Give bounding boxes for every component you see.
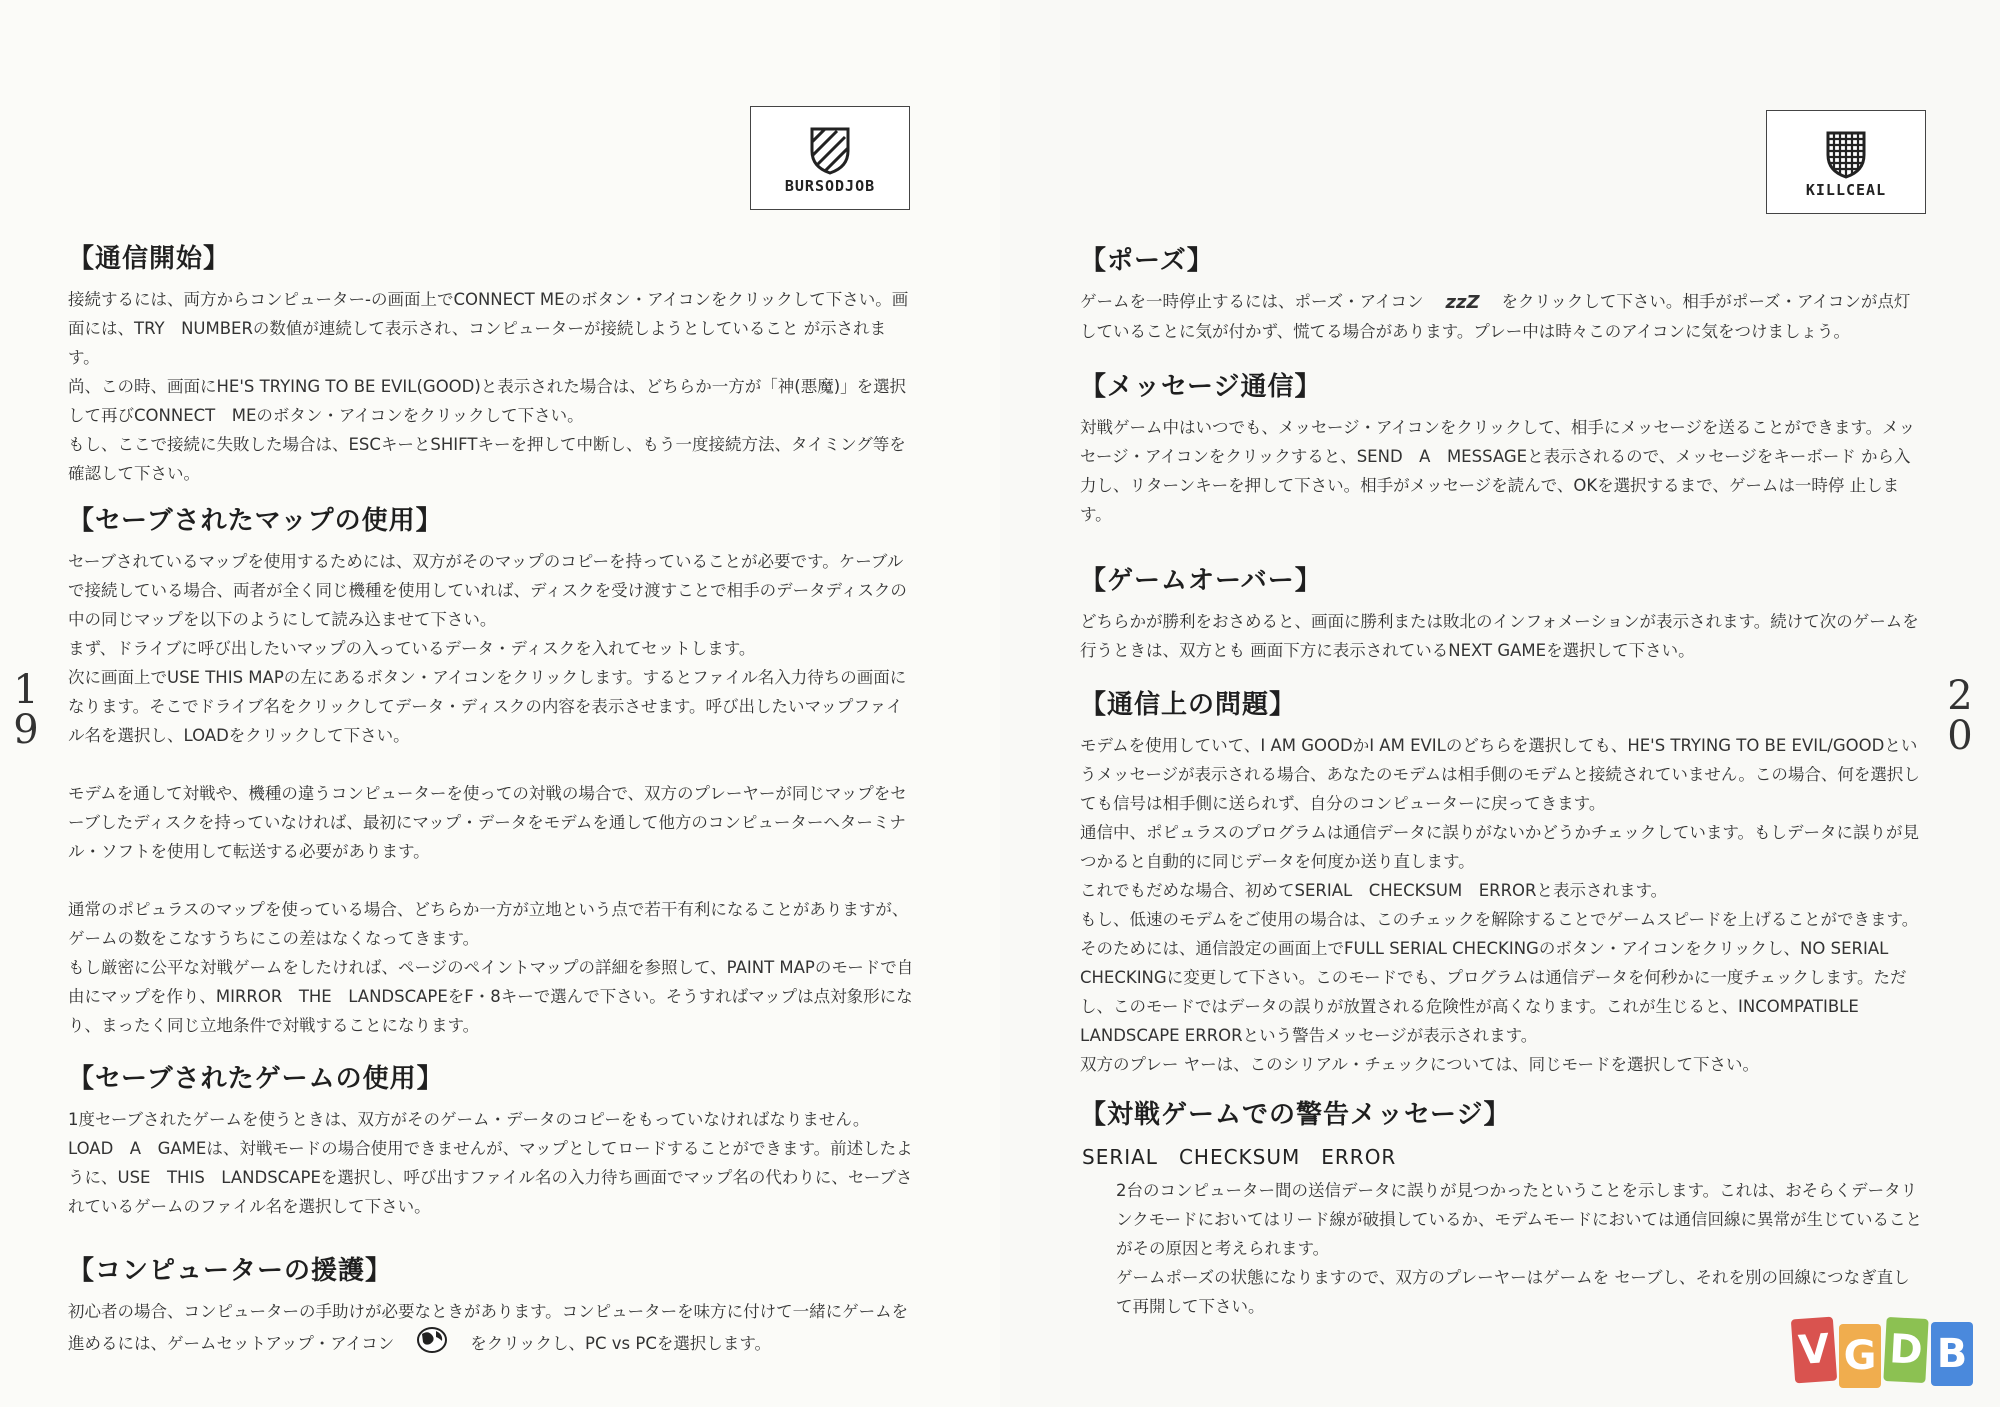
section-heading: 【通信開始】	[68, 244, 231, 274]
paragraph: もし厳密に公平な対戦ゲームをしたければ、ページのペイントマップの詳細を参照して、PAINT MAPのモードで自由にマップを作り、MIRROR THE LANDSCAPEをF・8キーで選んで下さい。そうすればマップは点対象形になり、まったく同じ立地条件で対戦することになります。	[68, 958, 914, 1035]
section-comm-problems	[1080, 684, 1926, 1079]
paragraph: 通信中、ポピュラスのプログラムは通信データに誤りがないかどうかチェックしています。もしデータに誤りが見つかると自動的に同じデータを何度か送り直します。	[1080, 823, 1920, 871]
section-heading: 【コンピューターの援護】	[68, 1256, 393, 1286]
paragraph: モデムを通して対戦や、機種の違うコンピューターを使っての対戦の場合で、双方のプレーヤーが同じマップをセーブしたディスクを持っていなければ、最初にマップ・データをモデムを通して他方のコンピューターへターミナル・ソフトを使用して転送する必要があります。	[68, 784, 907, 861]
section-game-over	[1080, 560, 1926, 665]
watermark-letter: V	[1791, 1317, 1837, 1384]
section-heading: 【ゲームオーバー】	[1080, 566, 1322, 596]
page-number	[1940, 673, 1980, 759]
paragraph: ゲームポーズの状態になりますので、双方のプレーヤーはゲームを セーブし、それを別の回線につなぎ直して再開して下さい。	[1116, 1268, 1910, 1316]
warning-subtitle: SERIAL CHECKSUM ERROR	[1082, 1145, 1397, 1169]
paragraph: 1度セーブされたゲームを使うときは、双方がそのゲーム・データのコピーをもっていなければなりません。LOAD A GAMEは、対戦モードの場合使用できませんが、マップとしてロードすることができます。前述したように、USE THIS LANDSCAPEを選択し、呼び出すファイル名の入力待ち画面でマップ名の代わりに、セーブされているゲームのファイル名を選択して下さい。	[68, 1110, 913, 1216]
paragraph: モデムを使用していて、I AM GOODかI AM EVILのどちらを選択しても、HE'S TRYING TO BE EVIL/GOODというメッセージが表示される場合、あなたのモデムは相手側のモデムと接続されていません。この場合、何を選択しても信号は相手側に送られず、自分のコンピューターに戻ってきます。	[1080, 736, 1920, 813]
paragraph	[1080, 287, 1926, 346]
paragraph-part: ゲームを一時停止するには、ポーズ・アイコン	[1080, 292, 1424, 311]
section-heading: 【メッセージ通信】	[1080, 372, 1322, 402]
paragraph-part: をクリックし、PC vs PCを選択します。	[470, 1334, 772, 1353]
section-heading: 【通信上の問題】	[1080, 690, 1297, 720]
globe-setup-icon	[416, 1326, 448, 1363]
section-saved-map	[68, 500, 914, 1040]
striped-shield-icon	[809, 125, 851, 175]
page-number	[6, 667, 46, 753]
paragraph: これでもだめな場合、初めてSERIAL CHECKSUM ERRORと表示されます。	[1080, 881, 1668, 900]
paragraph: もし、ここで接続に失敗した場合は、ESCキーとSHIFTキーを押して中断し、もう一度接続方法、タイミング等を確認して下さい。	[68, 435, 906, 483]
section-heading: 【対戦ゲームでの警告メッセージ】	[1080, 1100, 1511, 1130]
paragraph: 通常のポピュラスのマップを使っている場合、どちらか一方が立地という点で若干有利になることがありますが、ゲームの数をこなすうちにこの差はなくなってきます。	[68, 900, 909, 948]
watermark-letter: B	[1931, 1322, 1973, 1386]
killceal-logo-box	[1766, 110, 1926, 214]
section-heading: 【ポーズ】	[1080, 246, 1214, 276]
section-heading: 【セーブされたゲームの使用】	[68, 1064, 444, 1094]
paragraph: セーブされているマップを使用するためには、双方がそのマップのコピーを持っていることが必要です。ケーブルで接続している場合、両者が全く同じ機種を使用していれば、ディスクを受け渡すことで相手のデータディスクの中の同じマップを以下のようにして読み込ませて下さい。	[68, 552, 907, 629]
watermark-letter: G	[1839, 1324, 1881, 1388]
paragraph-part: をクリックして下さい。相手がポーズ・アイコンが点灯していることに気が付かず、慌てる場合があります。プレー中は時々このアイコンに気をつけましょう。	[1080, 292, 1911, 341]
section-message	[1080, 366, 1926, 529]
paragraph: 双方のプレー ヤーは、このシリアル・チェックについては、同じモードを選択して下さい。	[1080, 1055, 1759, 1074]
page-number-digit: 0	[1947, 713, 1973, 759]
watermark-letter: D	[1883, 1317, 1928, 1383]
page-number-digit: 9	[13, 707, 39, 753]
paragraph: 対戦ゲーム中はいつでも、メッセージ・アイコンをクリックして、相手にメッセージを送ることができます。メッセージ・アイコンをクリックすると、SEND A MESSAGEと表示されるので、メッセージをキーボード から入力し、リターンキーを押して下さい。相手がメッセージを読んで、OKを選択するまで、ゲームは一時停 止します。	[1080, 418, 1916, 524]
paragraph	[68, 1297, 914, 1363]
page-number-digit: 1	[13, 667, 39, 713]
logo-text: KILLCEAL	[1805, 181, 1887, 199]
logo-text: BURSODJOB	[784, 177, 876, 195]
section-heading: 【セーブされたマップの使用】	[68, 506, 443, 536]
vgdb-watermark	[1793, 1318, 1983, 1390]
section-tsushin-kaishi	[68, 238, 914, 488]
pause-zzz-icon: zzZ	[1445, 292, 1480, 313]
section-saved-game	[68, 1058, 914, 1221]
right-page	[1000, 0, 2000, 1407]
bursodjob-logo-box	[750, 106, 910, 210]
paragraph: まず、ドライブに呼び出したいマップの入っているデータ・ディスクを入れてセットします。	[68, 639, 756, 658]
paragraph: 尚、この時、画面にHE'S TRYING TO BE EVIL(GOOD)と表示された場合は、どちらか一方が「神(悪魔)」を選択して再びCONNECT MEのボタン・アイコンをクリックして下さい。	[68, 377, 907, 425]
paragraph: どちらかが勝利をおさめると、画面に勝利または敗北のインフォメーションが表示されます。続けて次のゲームを行うときは、双方とも 画面下方に表示されているNEXT GAMEを選択して下さい。	[1080, 612, 1919, 660]
grid-shield-icon	[1825, 129, 1867, 179]
section-warning-messages	[1080, 1094, 1926, 1321]
page-number-digit: 2	[1947, 673, 1973, 719]
section-computer-assist	[68, 1250, 914, 1363]
section-pause	[1080, 240, 1926, 346]
paragraph: 接続するには、両方からコンピューター-の画面上でCONNECT MEのボタン・アイコンをクリックして下さい。画面には、TRY NUMBERの数値が連続して表示され、コンピューターが接続しようとしていること が示されます。	[68, 290, 909, 367]
paragraph: 次に画面上でUSE THIS MAPの左にあるボタン・アイコンをクリックします。するとファイル名入力待ちの画面になります。そこでドライブ名をクリックしてデータ・ディスクの内容を表示させます。呼び出したいマップファイル名を選択し、LOADをクリックして下さい。	[68, 668, 907, 745]
paragraph: もし、低速のモデムをご使用の場合は、このチェックを解除することでゲームスピードを上げることができます。そのためには、通信設定の画面上でFULL SERIAL CHECKINGのボタン・アイコンをクリックし、NO SERIAL CHECKINGに変更して下さい。このモードでも、プログラムは通信データを何秒かに一度チェックします。ただし、このモードではデータの誤りが放置される危険性が高くなります。これが生じると、INCOMPATIBLE LANDSCAPE ERRORという警告メッセージが表示されます。	[1080, 910, 1919, 1045]
paragraph: 2台のコンピューター間の送信データに誤りが見つかったということを示します。これは、おそらくデータリンクモードにおいてはリード線が破損しているか、モデムモードにおいては通信回線に異常が生じていることがその原因と考えられます。	[1116, 1181, 1923, 1258]
paragraph-part: 初心者の場合、コンピューターの手助けが必要なときがあります。コンピューターを味方に付けて一緒にゲームを進めるには、ゲームセットアップ・アイコン	[68, 1302, 909, 1353]
